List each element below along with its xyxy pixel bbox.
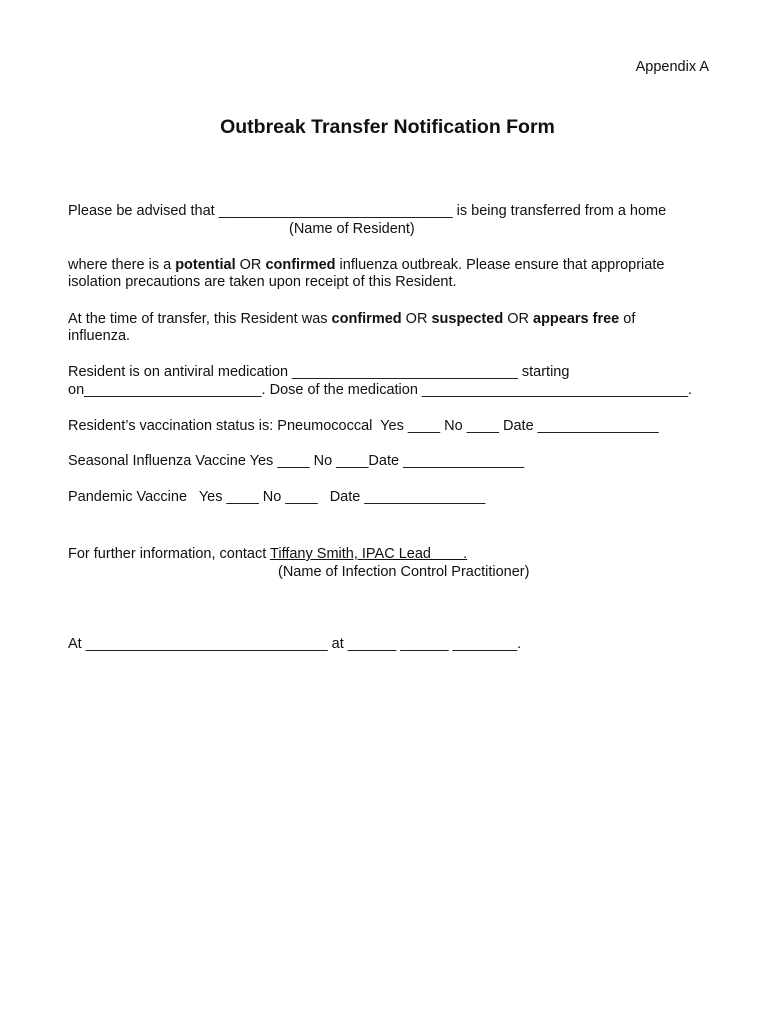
resident-name-blank[interactable]: _____________________________ (218, 203, 453, 219)
advised-suffix: is being transferred from a home (452, 203, 667, 219)
status-text-1: At the time of transfer, this Resident was (68, 311, 332, 327)
seasonal-flu-line[interactable]: Seasonal Influenza Vaccine Yes ____ No ____Date _______________ (68, 453, 525, 469)
status-line-2: influenza. (68, 328, 131, 344)
status-suspected: suspected (431, 311, 504, 327)
outbreak-line-2: isolation precautions are taken upon receipt of this Resident. (68, 274, 457, 290)
pneumococcal-line[interactable]: Resident’s vaccination status is: Pneumococcal Yes ____ No ____ Date _______________ (68, 418, 659, 434)
antiviral-line-2[interactable]: on______________________. Dose of the medication _________________________________. (68, 382, 693, 398)
outbreak-text-3: influenza outbreak. Please ensure that appropriate (335, 257, 665, 273)
outbreak-line-1 (68, 256, 664, 274)
status-text-3: OR (503, 311, 533, 327)
resident-name-caption: (Name of Resident) (289, 221, 415, 237)
outbreak-text-2: OR (235, 257, 266, 273)
advised-prefix: Please be advised that (68, 203, 219, 219)
contact-caption: (Name of Infection Control Practitioner) (278, 564, 530, 580)
status-text-2: OR (401, 311, 432, 327)
pandemic-vaccine-line[interactable]: Pandemic Vaccine Yes ____ No ____ Date _______________ (68, 489, 486, 505)
status-text-4: of (619, 311, 636, 327)
appendix-label: Appendix A (635, 59, 709, 75)
outbreak-text-1: where there is a (68, 257, 176, 273)
page-title: Outbreak Transfer Notification Form (220, 116, 555, 138)
contact-line (68, 545, 467, 563)
status-confirmed: confirmed (331, 311, 402, 327)
at-line[interactable]: At ______________________________ at ______ ______ ________. (68, 636, 522, 652)
outbreak-potential: potential (175, 257, 236, 273)
contact-name[interactable]: Tiffany Smith, IPAC Lead . (270, 546, 468, 562)
status-line-1 (68, 310, 635, 328)
outbreak-confirmed: confirmed (265, 257, 336, 273)
contact-prefix: For further information, contact (68, 546, 271, 562)
antiviral-line-1[interactable]: Resident is on antiviral medication ____________________________ starting (68, 364, 570, 380)
status-appears-free: appears free (533, 311, 620, 327)
advised-line (68, 202, 666, 220)
